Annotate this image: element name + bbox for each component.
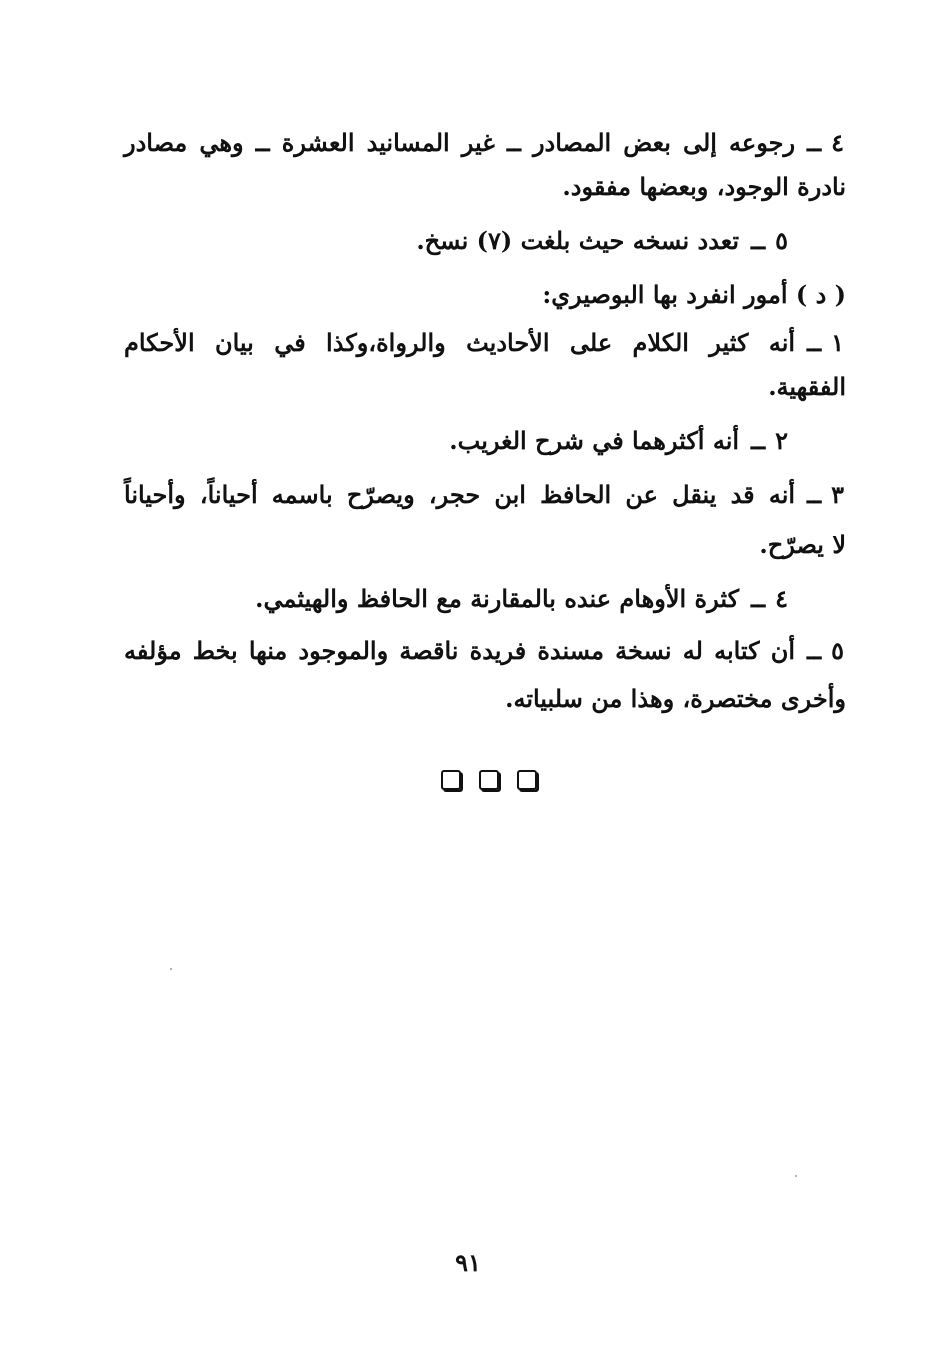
item-number: ٢ <box>775 426 788 455</box>
item-5b-line-2 <box>505 684 846 714</box>
item-3-line-1 <box>124 480 844 510</box>
item-number: ٥ <box>775 226 788 255</box>
item-dash: ــ <box>807 636 822 665</box>
item-1-line-2 <box>768 372 846 402</box>
item-text: أنه أكثرهما في شرح الغريب. <box>449 426 740 455</box>
item-4-line-1 <box>124 128 844 158</box>
item-5b-line-1 <box>124 636 844 666</box>
item-4-line-2 <box>562 172 846 202</box>
item-text: نادرة الوجود، وبعضها مفقود. <box>562 172 846 201</box>
section-end-ornament <box>441 767 537 793</box>
item-1-line-1 <box>124 328 844 358</box>
item-number: ١ <box>831 328 844 357</box>
item-dash: ــ <box>751 426 766 455</box>
item-text: أنه قد ينقل عن الحافظ ابن حجر، ويصرّح باسمه أحياناً، وأحياناً <box>124 480 796 509</box>
item-dash: ــ <box>807 480 822 509</box>
item-text: رجوعه إلى بعض المصادر ــ غير المسانيد العشرة ــ وهي مصادر <box>124 128 796 157</box>
item-text: أنه كثير الكلام على الأحاديث والرواة،وكذا في بيان الأحكام <box>124 328 796 357</box>
item-dash: ــ <box>751 584 766 613</box>
ornament-square-icon <box>479 770 499 790</box>
ornament-square-icon <box>441 770 461 790</box>
item-dash: ــ <box>807 328 822 357</box>
scan-speck <box>795 1175 797 1177</box>
item-text: أن كتابه له نسخة مسندة فريدة ناقصة والموجود منها بخط مؤلفه <box>124 636 796 665</box>
item-2-line-1 <box>449 426 788 456</box>
item-text: لا يصرّح. <box>759 530 846 559</box>
section-heading-d <box>542 280 846 310</box>
ornament-square-icon <box>517 770 537 790</box>
item-3-line-2 <box>759 530 846 560</box>
item-number: ٣ <box>831 480 844 509</box>
item-4b-line-1 <box>255 584 788 614</box>
item-number: ٤ <box>831 128 844 157</box>
item-number: ٤ <box>775 584 788 613</box>
page-number: ٩١ <box>455 1248 481 1277</box>
scan-speck <box>170 968 172 970</box>
section-heading-text: ( د ) أمور انفرد بها البوصيري: <box>542 280 846 309</box>
item-dash: ــ <box>807 128 822 157</box>
item-number: ٥ <box>831 636 844 665</box>
item-text: تعدد نسخه حيث بلغت (٧) نسخ. <box>416 226 740 255</box>
item-text: كثرة الأوهام عنده بالمقارنة مع الحافظ والهيثمي. <box>255 584 740 613</box>
item-dash: ــ <box>751 226 766 255</box>
item-5-line-1 <box>416 226 788 256</box>
item-text: الفقهية. <box>768 372 846 401</box>
item-text: وأخرى مختصرة، وهذا من سلبياته. <box>505 684 846 713</box>
